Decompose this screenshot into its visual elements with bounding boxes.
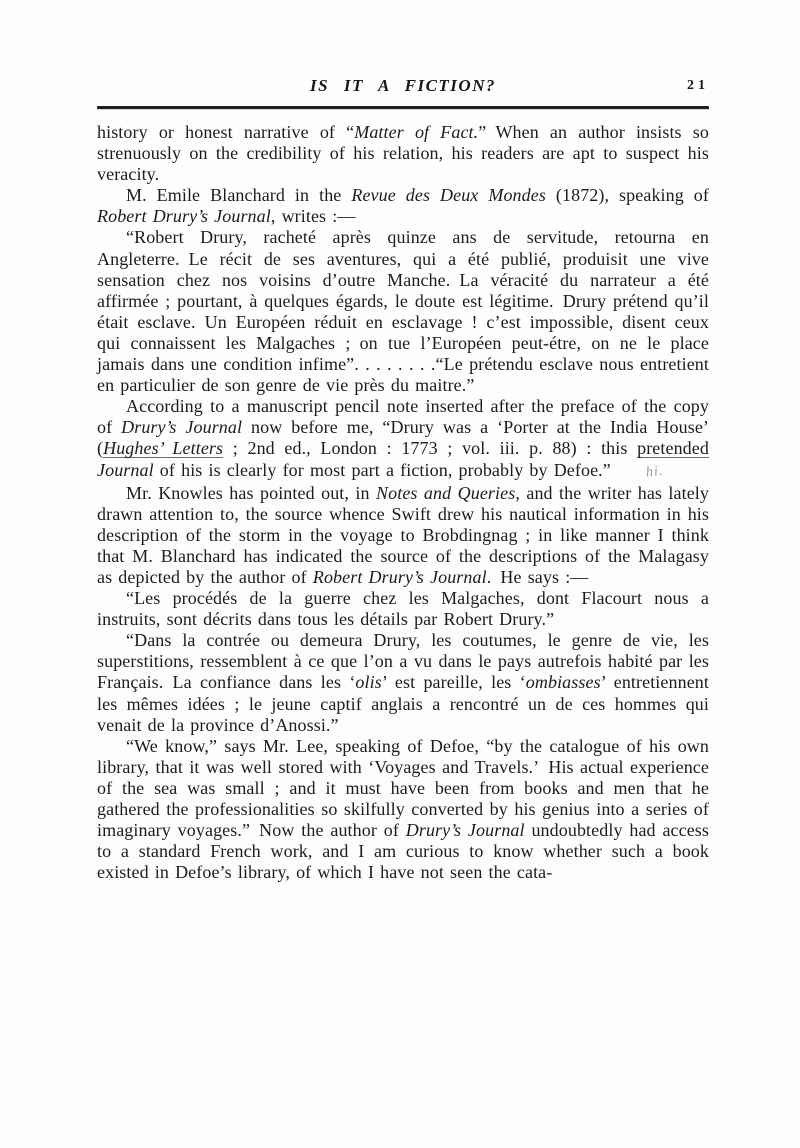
paragraph: Mr. Knowles has pointed out, in Notes and Queries, and the writer has lately drawn attention to, the source whence Swift drew his nautical information in his description of the storm in the voyage to Brobdingnag ; in like manner I think that M. Blanchard has indicated the source of the descriptions of the Malagasy as depicted by the author of Robert Drury’s Journal. He says :— [97, 482, 710, 587]
paragraph: “We know,” says Mr. Lee, speaking of Defoe, “by the catalogue of his own library, that it was well stored with ‘Voyages and Travels.’ His actual experience of the sea was small ; and it must have been from books and men that he gathered the professionalities so skilfully converted by his genius into a series of imaginary voyages.” Now the author of Drury’s Journal undoubtedly had access to a standard French work, and I am curious to know whether such a book existed in Defoe’s library, of which I have not seen the cata- [97, 735, 710, 883]
text-block [97, 76, 709, 883]
paragraph: According to a manuscript pencil note inserted after the preface of the copy of Drury’s Journal now before me, “Drury was a ‘Porter at the India House’ (Hughes’ Letters ; 2nd ed., London : 1773 ; vol. iii. p. 88) : this pretended Journal of his is clearly for most part a fiction, probably by Defoe.” hi. [97, 396, 709, 482]
paragraph: M. Emile Blanchard in the Revue des Deux Mondes (1872), speaking of Robert Drury’s Journal, writes :— [97, 185, 709, 227]
handwritten-pencil-mark: hi. [645, 463, 665, 480]
paragraph: history or honest narrative of “Matter of Fact.” When an author insists so strenuously on the credibility of his relation, his readers are apt to suspect his veracity. [97, 122, 709, 185]
paragraph: “Dans la contrée ou demeura Drury, les coutumes, le genre de vie, les superstitions, ressemblent à ce que l’on a vu dans le pays autrefois habité par les Français. La confiance dans les ‘olis’ est pareille, les ‘ombiasses’ entretiennent les mêmes idées ; le jeune captif anglais a rencontré un de ces hommes qui venait de la province d’Anossi.” [97, 630, 709, 735]
header-rule [97, 106, 709, 109]
running-head [97, 76, 709, 102]
page-text [97, 122, 709, 883]
paragraph: “Les procédés de la guerre chez les Malgaches, dont Flacourt nous a instruits, sont décrits dans tous les détails par Robert Drury.” [97, 588, 709, 630]
paragraph: “Robert Drury, racheté après quinze ans de servitude, retourna en Angleterre. Le récit de ses aventures, qui a été publié, produisit une vive sensation chez nos voisins d’outre Manche. La véracité du narrateur a été affirmée ; pourtant, à quelques égards, le doute est légitime. Drury prétend qu’il était esclave. Un Européen réduit en esclavage ! c’est impossible, disent ceux qui connaissent les Malgaches ; on tue l’Européen peut-étre, on ne le place jamais dans une condition infime”. . . . . . . .“Le prétendu esclave nous entretient en particulier de son genre de vie près du maitre.” [97, 227, 709, 396]
page-number: 21 [687, 78, 709, 93]
running-title: IS IT A FICTION? [310, 76, 496, 95]
